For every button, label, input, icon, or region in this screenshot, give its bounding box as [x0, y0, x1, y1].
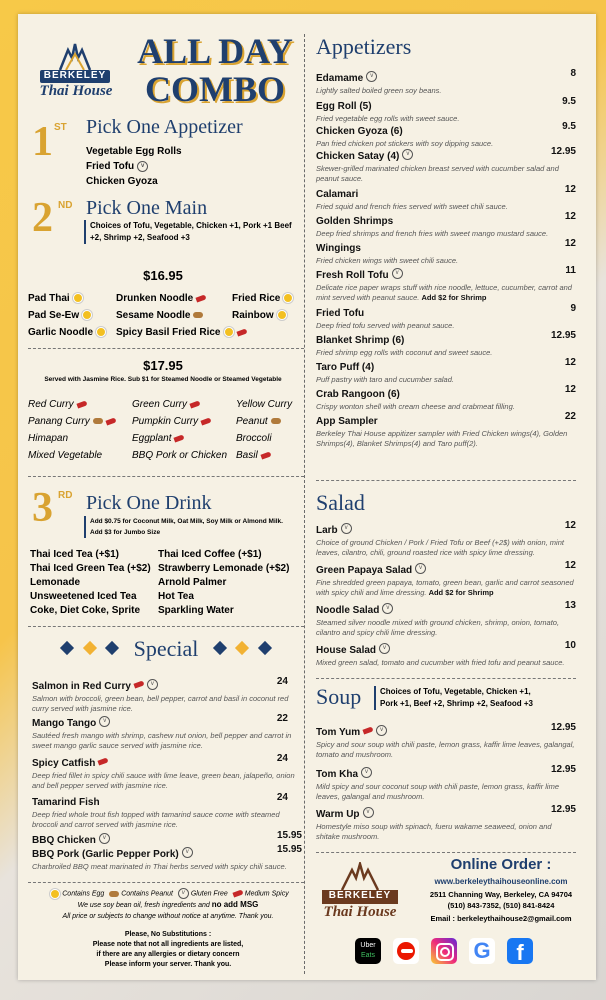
diamond-icon: [213, 641, 227, 655]
vegetarian-icon: v: [147, 679, 158, 690]
vegetarian-icon: v: [402, 149, 413, 160]
salad-item: [316, 560, 576, 598]
salad-item: [316, 600, 576, 638]
item-name: Larb: [316, 525, 338, 536]
appetizer-item: [316, 384, 576, 412]
email: Email : berkeleythaihouse2@gmail.com: [430, 914, 572, 923]
item-desc: Deep fried tofu served with peanut sauce.: [316, 321, 455, 330]
vegetarian-icon: v: [99, 833, 110, 844]
drink-option: Coke, Diet Coke, Sprite: [30, 605, 141, 616]
special-title: Special: [133, 636, 199, 661]
vegetarian-icon: v: [415, 563, 426, 574]
drink-option: Strawberry Lemonade (+$2): [158, 563, 290, 574]
drink-row: [30, 576, 310, 590]
section-divider: [28, 348, 304, 349]
item-desc: Berkeley Thai House appitizer sampler with Fried Chicken wings(4), Golden Shrimps(4), Blanket Shrimps(4) and Taro puff(2).: [316, 429, 568, 448]
item-desc: Spicy and sour soup with chili paste, lemon grass, kaffir lime leaves, galangal, tomato and mushroom.: [316, 740, 575, 759]
doordash-icon[interactable]: [393, 938, 419, 964]
footer-logo: [318, 862, 402, 926]
allergy-notice: Please, No Substitutions : Please note that not all ingredients are listed, if there are any allergies or dietary concern Please inform your server. Thank you.: [92, 931, 244, 969]
egg-icon: [224, 327, 234, 337]
legend: [28, 888, 308, 970]
appetizers-title: Appetizers: [316, 34, 412, 59]
menu-option: Garlic Noodle: [28, 324, 106, 341]
item-name: Taro Puff (4): [316, 362, 375, 373]
step1-item: Chicken Gyoza: [86, 176, 158, 187]
appetizer-item: [316, 184, 576, 212]
uber-eats-icon[interactable]: Uber Eats: [355, 938, 381, 964]
item-name: Chicken Gyoza (6): [316, 126, 403, 137]
step1-suffix: ST: [54, 122, 67, 133]
rice-note: Served with Jasmine Rice. Sub $1 for Steamed Noodle or Steamed Vegetable: [44, 376, 282, 383]
diamond-icon: [258, 641, 272, 655]
step3-note: Add $0.75 for Coconut Milk, Oat Milk, Soy Milk or Almond Milk.: [90, 518, 283, 525]
item-name: Chicken Satay (4): [316, 151, 400, 162]
temple-icon: [318, 862, 402, 892]
gluten-free-icon: v: [178, 888, 189, 899]
drink-grid: [30, 548, 310, 618]
chili-icon: [76, 400, 87, 408]
item-desc: Puff pastry with taro and cucumber salad.: [316, 375, 454, 384]
section-divider: [28, 882, 304, 883]
step3-notes: [84, 516, 312, 538]
special-item-price: 24: [276, 676, 288, 687]
step3-title: Pick One Drink: [86, 492, 212, 514]
menu-option: Red Curry: [28, 396, 87, 413]
salad-item: [316, 640, 576, 668]
address: 2511 Channing Way, Berkeley, CA 94704: [429, 890, 573, 899]
special-item-name: Tamarind Fish: [32, 797, 100, 808]
special-item-desc: Sautéed fresh mango with shrimp, cashew nut onion, bell pepper and carrot in sweet mango garlic sauce served with jasmine rice.: [32, 731, 292, 750]
soup-item: [316, 764, 576, 802]
diamond-icon: [235, 641, 249, 655]
item-name: Tom Kha: [316, 769, 359, 780]
menu-option: Himapan: [28, 433, 69, 444]
item-desc: Skewer-grilled marinated chicken breast served with cucumber salad and peanut sauce.: [316, 164, 559, 183]
appetizer-item: [316, 68, 576, 96]
step2-suffix: ND: [58, 200, 73, 211]
special-item-desc: Deep fried whole trout fish topped with tamarind sauce come with steamed broccoli and carrot served with jasmine rice.: [32, 810, 280, 829]
legend-icons: Contains Egg Contains Peanut v Gluten Free Medium Spicy: [28, 888, 308, 899]
item-price: 12.95: [550, 722, 576, 733]
item-desc: Steamed silver noodle mixed with ground chicken, shrimp, onion, tomato, cilantro and spicy chili lime dressing.: [316, 618, 560, 637]
vegetarian-icon: v: [137, 161, 148, 172]
special-item: [32, 792, 302, 830]
item-desc: Deep fried shrimps and french fries with sweet mango mustard sauce.: [316, 229, 549, 238]
combo-title-line2: COMBO: [145, 69, 285, 109]
vegetarian-icon: v: [99, 716, 110, 727]
special-item-price: 22: [276, 713, 288, 724]
item-desc: Mixed green salad, tomato and cucumber with fried tofu and peanut sauce.: [316, 658, 565, 667]
diamond-icon: [105, 641, 119, 655]
drink-option: Thai Iced Green Tea (+$2): [30, 563, 151, 574]
phone: (510) 843-7352, (510) 841-8424: [447, 901, 555, 910]
appetizer-item: [316, 411, 576, 449]
menu-option: Sesame Noodle: [116, 307, 203, 324]
online-order: [408, 856, 594, 923]
egg-icon: [50, 889, 60, 899]
step2-title: Pick One Main: [86, 197, 208, 219]
chili-icon: [236, 328, 247, 336]
egg-icon: [283, 293, 293, 303]
item-price: 8: [570, 68, 576, 79]
noodle-row: [28, 307, 308, 324]
item-name: Noodle Salad: [316, 605, 380, 616]
egg-icon: [96, 327, 106, 337]
temple-icon: [30, 42, 120, 72]
item-desc: Pan fried chicken pot stickers with soy dipping sauce.: [316, 139, 494, 148]
appetizer-item: [316, 96, 576, 124]
item-desc: Fried vegetable egg rolls with sweet sauce.: [316, 114, 460, 123]
vegetarian-icon: v: [361, 767, 372, 778]
curry-grid: [28, 396, 313, 464]
special-item-name: Salmon in Red Curry: [32, 681, 131, 692]
special-item-name: BBQ Chicken: [32, 835, 96, 846]
diamond-icon: [60, 641, 74, 655]
item-name: House Salad: [316, 645, 377, 656]
special-item: [32, 753, 302, 792]
item-price: 12: [564, 384, 576, 395]
step3-suffix: RD: [58, 490, 73, 501]
menu-option: Mixed Vegetable: [28, 450, 103, 461]
special-item-price: 15.95: [276, 830, 302, 841]
special-item: [32, 844, 302, 870]
drink-option: Hot Tea: [158, 591, 194, 602]
item-name: Egg Roll (5): [316, 101, 372, 112]
item-name: Green Papaya Salad: [316, 565, 413, 576]
special-item-price: 15.95: [276, 844, 302, 855]
drink-row: [30, 590, 310, 604]
item-price: 12.95: [550, 146, 576, 157]
step3-number: 3: [32, 485, 53, 531]
legend-msg: We use soy bean oil, fresh ingredients and no add MSG: [77, 900, 259, 910]
item-price: 12: [564, 357, 576, 368]
appetizer-item: [316, 146, 576, 184]
egg-icon: [82, 310, 92, 320]
special-item-name: BBQ Pork (Garlic Pepper Pork): [32, 849, 179, 860]
combo-title: [130, 32, 300, 108]
special-list: [32, 676, 302, 870]
drink-row: [30, 562, 310, 576]
item-desc: Delicate rice paper wraps stuff with rice noodle, lettuce, cucumber, carrot and mint served with peanut sauce. Add $2 for Shrimp: [316, 283, 572, 302]
drink-row: [30, 548, 310, 562]
item-desc: Fried squid and french fries served with sweet chili sauce.: [316, 202, 508, 211]
item-price: 12: [564, 211, 576, 222]
combo-title-line1: ALL DAY: [137, 31, 293, 71]
chili-icon: [196, 294, 207, 302]
peanut-icon: [271, 418, 281, 424]
vegetarian-icon: v: [363, 807, 374, 818]
item-desc: Fried shrimp egg rolls with coconut and sweet sauce.: [316, 348, 493, 357]
step1-title: Pick One Appetizer: [86, 116, 243, 138]
special-item-name: Mango Tango: [32, 718, 97, 729]
special-item-name: Spicy Catfish: [32, 758, 96, 769]
peanut-icon: [109, 891, 119, 897]
egg-icon: [73, 293, 83, 303]
facebook-icon[interactable]: f: [507, 938, 533, 964]
brand-top: BERKELEY: [40, 70, 110, 83]
item-desc: Choice of ground Chicken / Pork / Fried Tofu or Beef (+2$) with onion, mint leaves, cilantro, chili, ground roasted rice with spicy lime dressing.: [316, 538, 564, 557]
item-name: Edamame: [316, 73, 364, 84]
item-price: 12: [564, 560, 576, 571]
vegetarian-icon: v: [392, 268, 403, 279]
diamond-icon: [83, 641, 97, 655]
noodle-row: [28, 290, 308, 307]
drink-option: Unsweetened Iced Tea: [30, 591, 137, 602]
item-price: 12.95: [550, 330, 576, 341]
special-item-price: 24: [276, 753, 288, 764]
appetizer-item: [316, 303, 576, 331]
item-name: Golden Shrimps: [316, 216, 394, 227]
item-price: 12: [564, 520, 576, 531]
salad-title: Salad: [316, 490, 365, 515]
menu-option: Pad Thai: [28, 290, 83, 307]
special-item-desc: Salmon with broccoli, green bean, bell pepper, carrot and basil in coconut red curry served with jasmine rice.: [32, 694, 289, 713]
salad-item: [316, 520, 576, 558]
special-item-desc: Charbroiled BBQ meat marinated in Thai herbs served with spicy chili sauce.: [32, 862, 287, 871]
item-name: Blanket Shrimp (6): [316, 335, 405, 346]
chili-icon: [105, 417, 116, 425]
item-name: Calamari: [316, 189, 359, 200]
google-icon[interactable]: G: [469, 938, 495, 964]
item-name: Wingings: [316, 243, 361, 254]
item-name: Crab Rangoon (6): [316, 389, 400, 400]
vegetarian-icon: v: [366, 71, 377, 82]
appetizer-item: [316, 238, 576, 266]
section-divider: [28, 476, 304, 477]
online-order-title: Online Order :: [450, 856, 552, 873]
noodle-grid: [28, 290, 308, 341]
step2-note: Choices of Tofu, Vegetable, Chicken +1, Pork +1 Beef +2, Shrimp +2, Seafood +3: [84, 220, 300, 244]
item-price: 13: [564, 600, 576, 611]
item-desc: Fried chicken wings with sweet chili sauce.: [316, 256, 459, 265]
peanut-icon: [193, 312, 203, 318]
section-divider: [316, 678, 576, 679]
step3-note: Add $3 for Jumbo Size: [90, 529, 161, 536]
curry-row: [28, 396, 313, 413]
chili-icon: [260, 451, 271, 459]
item-price: 12: [564, 238, 576, 249]
special-header: [28, 636, 304, 662]
appetizer-item: [316, 265, 576, 303]
section-divider: [28, 626, 304, 627]
drink-option: Arnold Palmer: [158, 577, 227, 588]
step1-items: [86, 144, 182, 189]
brand-bottom: Thai House: [39, 83, 113, 99]
soup-item: [316, 722, 576, 760]
drink-option: Lemonade: [30, 577, 81, 588]
legend-disclaimer: All price or subjects to change without notice at anytime. Thank you.: [62, 913, 274, 921]
special-item-desc: Deep fried fillet in spicy chili sauce with lime leave, green bean, jalapeño, onion and bell pepper served with jasmine rice.: [32, 771, 295, 790]
item-desc: Fine shredded green papaya, tomato, green bean, garlic and carrot seasoned with spicy chili and lime dressing. Add $2 for Shrimp: [316, 578, 574, 597]
curry-row: [28, 413, 313, 430]
item-name: Fresh Roll Tofu: [316, 270, 389, 281]
menu-option: Broccoli: [236, 433, 272, 444]
appetizer-item: [316, 330, 576, 358]
item-price: 12.95: [550, 764, 576, 775]
item-name: Tom Yum: [316, 727, 361, 738]
peanut-icon: [93, 418, 103, 424]
curry-row: [28, 430, 313, 447]
menu-option: Rainbow: [232, 307, 287, 324]
instagram-icon[interactable]: [431, 938, 457, 964]
step2-price1: $16.95: [143, 268, 183, 283]
menu-option: Basil: [236, 447, 271, 464]
menu-option: Pumpkin Curry: [132, 413, 211, 430]
drink-option: Thai Iced Tea (+$1): [30, 549, 120, 560]
vegetarian-icon: v: [382, 603, 393, 614]
special-item: [32, 830, 302, 844]
appetizer-item: [316, 357, 576, 385]
chili-icon: [232, 889, 243, 897]
soup-title: Soup: [316, 684, 362, 709]
menu-option: Panang Curry: [28, 413, 116, 430]
vegetarian-icon: v: [182, 847, 193, 858]
item-desc: Homestyle miso soup with spinach, fueru wakame seaweed, onion and shitake mushroom.: [316, 822, 552, 841]
section-divider: [316, 852, 576, 853]
item-name: Fried Tofu: [316, 308, 365, 319]
step1-number: 1: [32, 119, 53, 165]
egg-icon: [277, 310, 287, 320]
website-link[interactable]: www.berkeleythaihouseonline.com: [434, 877, 568, 886]
item-desc: Lightly salted boiled green soy beans.: [316, 86, 442, 95]
appetizer-item: [316, 211, 576, 239]
menu-board: [18, 14, 596, 980]
menu-option: Eggplant: [132, 430, 184, 447]
menu-option: Green Curry: [132, 396, 200, 413]
column-divider: [304, 34, 305, 974]
menu-option: Drunken Noodle: [116, 290, 206, 307]
chili-icon: [98, 758, 109, 766]
item-price: 11: [565, 265, 576, 276]
footer-brand-bottom: Thai House: [323, 904, 397, 920]
vegetarian-icon: v: [341, 523, 352, 534]
vegetarian-icon: v: [379, 643, 390, 654]
menu-option: Spicy Basil Fried Rice: [116, 324, 247, 341]
item-price: 10: [564, 640, 576, 651]
item-price: 12: [564, 184, 576, 195]
soup-note: Choices of Tofu, Vegetable, Chicken +1, Pork +1, Beef +2, Shrimp +2, Seafood +3: [374, 686, 550, 710]
drink-option: Sparkling Water: [158, 605, 234, 616]
item-price: 9.5: [562, 96, 576, 107]
menu-option: Peanut: [236, 413, 281, 430]
chili-icon: [174, 434, 185, 442]
item-price: 12.95: [550, 804, 576, 815]
step1-item: Fried Tofu v: [86, 159, 182, 174]
drink-row: [30, 604, 310, 618]
soup-item: [316, 804, 576, 842]
brand-logo: [30, 42, 120, 102]
chili-icon: [189, 400, 200, 408]
footer-brand-top: BERKELEY: [322, 890, 398, 904]
special-item-price: 24: [276, 792, 288, 803]
chili-icon: [133, 681, 144, 689]
special-item: [32, 713, 302, 753]
menu-option: Yellow Curry: [236, 399, 293, 410]
step2-number: 2: [32, 195, 53, 241]
item-name: Warm Up: [316, 809, 360, 820]
vegetarian-icon: v: [376, 725, 387, 736]
menu-option: BBQ Pork or Chicken: [132, 450, 228, 461]
item-price: 22: [564, 411, 576, 422]
step2-price2: $17.95: [143, 358, 183, 373]
item-name: App Sampler: [316, 416, 378, 427]
item-price: 9.5: [562, 121, 576, 132]
menu-option: Fried Rice: [232, 290, 293, 307]
special-item: [32, 676, 302, 713]
step1-item: Vegetable Egg Rolls: [86, 146, 182, 157]
chili-icon: [363, 727, 374, 735]
item-price: 9: [570, 303, 576, 314]
drink-option: Thai Iced Coffee (+$1): [158, 549, 262, 560]
noodle-row: [28, 324, 308, 341]
chili-icon: [201, 417, 212, 425]
menu-option: Pad Se-Ew: [28, 307, 92, 324]
appetizer-item: [316, 121, 576, 149]
curry-row: [28, 447, 313, 464]
item-desc: Mild spicy and sour coconut soup with chili paste, lemon grass, kaffir lime leaves, galangal and mushroom.: [316, 782, 560, 801]
section-divider: [316, 480, 576, 481]
item-desc: Crispy wonton shell with cream cheese and crabmeat filling.: [316, 402, 515, 411]
